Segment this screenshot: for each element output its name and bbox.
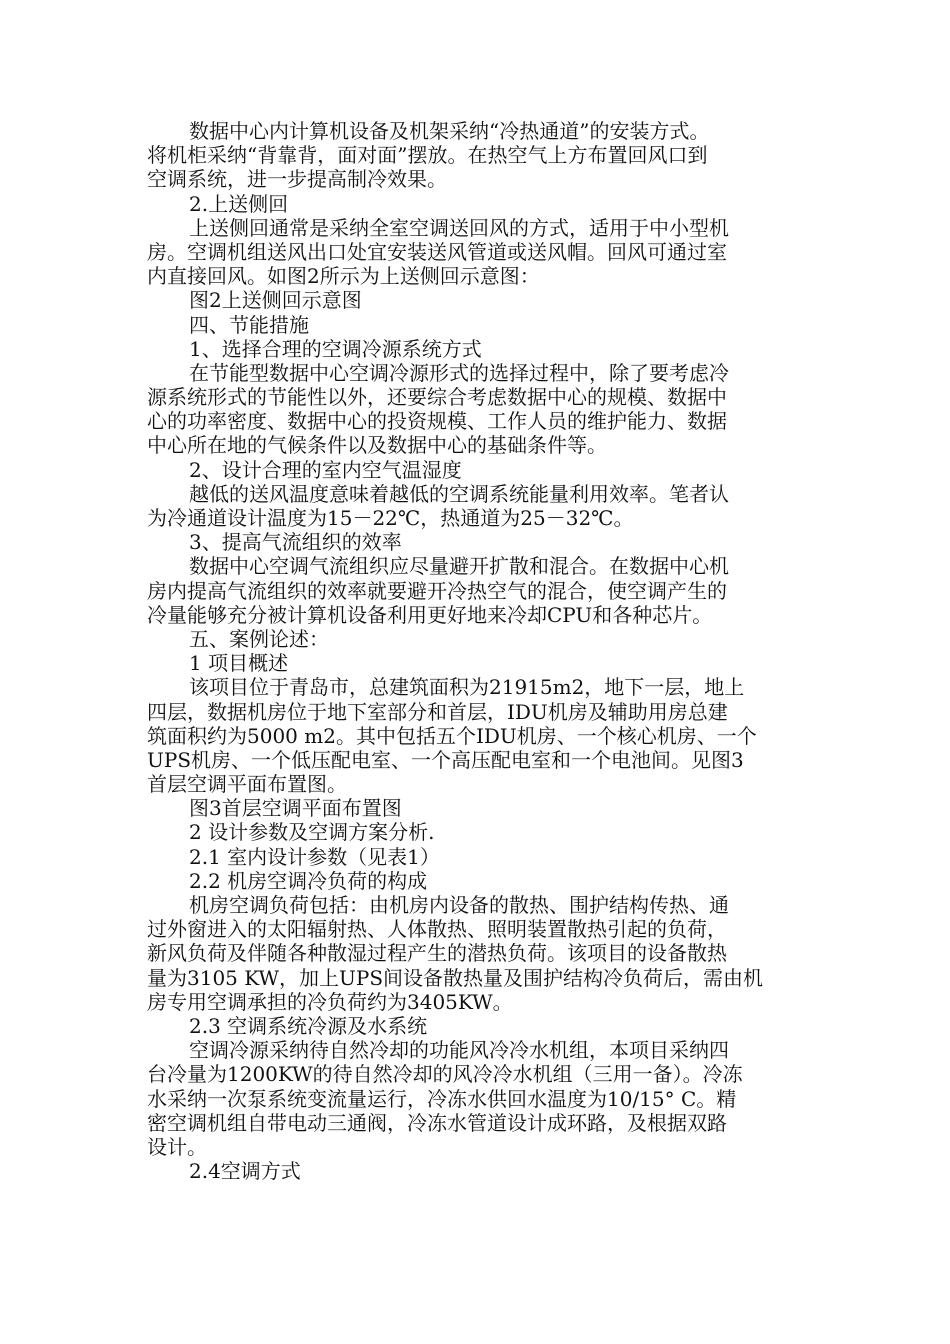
section-heading: 1 项目概述 bbox=[189, 651, 289, 676]
section-heading: 2 设计参数及空调方案分析. bbox=[189, 820, 435, 845]
paragraph-line: 冷量能够充分被计算机设备利用更好地来冷却CPU和各种芯片。 bbox=[147, 602, 713, 627]
paragraph-line: 密空调机组自带电动三通阀，冷冻水管道设计成环路，及根据双路 bbox=[147, 1110, 727, 1135]
document-body bbox=[147, 119, 803, 1183]
section-heading: 图3首层空调平面布置图 bbox=[189, 796, 402, 821]
section-heading: 1、选择合理的空调冷源系统方式 bbox=[189, 336, 482, 361]
section-heading: 2.2 机房空调冷负荷的构成 bbox=[189, 868, 428, 893]
paragraph-line: 台冷量为1200KW的待自然冷却的风冷冷水机组（三用一备）。冷冻 bbox=[147, 1062, 743, 1087]
paragraph-line: 源系统形式的节能性以外，还要综合考虑数据中心的规模、数据中 bbox=[147, 385, 727, 410]
paragraph-line: 中心所在地的气候条件以及数据中心的基础条件等。 bbox=[147, 433, 607, 458]
paragraph-line: 内直接回风。如图2所示为上送侧回示意图： bbox=[147, 264, 540, 289]
paragraph-line: 数据中心内计算机设备及机架采纳“冷热通道”的安装方式。 bbox=[189, 119, 710, 143]
paragraph-line: 心的功率密度、数据中心的投资规模、工作人员的维护能力、数据 bbox=[147, 409, 727, 434]
section-heading: 四、节能措施 bbox=[189, 312, 309, 337]
section-heading: 2、设计合理的室内空气温湿度 bbox=[189, 457, 462, 482]
section-heading: 2.3 空调系统冷源及水系统 bbox=[189, 1013, 428, 1038]
section-heading: 2.上送侧回 bbox=[189, 191, 289, 216]
paragraph-line: 过外窗进入的太阳辐射热、人体散热、照明装置散热引起的负荷， bbox=[147, 917, 727, 942]
paragraph-line: 数据中心空调气流组织应尽量避开扩散和混合。在数据中心机 bbox=[189, 554, 729, 579]
paragraph-line: 机房空调负荷包括：由机房内设备的散热、围护结构传热、通 bbox=[189, 893, 729, 917]
paragraph-line: UPS机房、一个低压配电室、一个高压配电室和一个电池间。见图3 bbox=[147, 747, 744, 772]
paragraph-line: 该项目位于青岛市，总建筑面积为21915m2，地下一层，地上 bbox=[189, 675, 745, 700]
paragraph-line: 量为3105 KW，加上UPS间设备散热量及围护结构冷负荷后，需由机 bbox=[147, 965, 764, 990]
paragraph-line: 设计。 bbox=[147, 1134, 207, 1159]
paragraph-line: 空调系统，进一步提高制冷效果。 bbox=[147, 167, 447, 192]
paragraph-line: 房。空调机组送风出口处宜安装送风管道或送风帽。回风可通过室 bbox=[147, 239, 727, 264]
section-heading: 2.1 室内设计参数（见表1） bbox=[189, 844, 440, 869]
paragraph-line: 在节能型数据中心空调冷源形式的选择过程中，除了要考虑冷 bbox=[189, 360, 729, 385]
section-heading: 2.4空调方式 bbox=[189, 1159, 301, 1184]
paragraph-line: 房内提高气流组织的效率就要避开冷热空气的混合，使空调产生的 bbox=[147, 578, 727, 603]
paragraph-line: 四层，数据机房位于地下室部分和首层，IDU机房及辅助用房总建 bbox=[147, 699, 728, 724]
paragraph-line: 水采纳一次泵系统变流量运行，冷冻水供回水温度为10/15° C。精 bbox=[147, 1086, 737, 1111]
paragraph-line: 越低的送风温度意味着越低的空调系统能量利用效率。笔者认 bbox=[189, 481, 729, 506]
paragraph-line: 房专用空调承担的冷负荷约为3405KW。 bbox=[147, 989, 513, 1014]
paragraph-line: 筑面积约为5000 m2。其中包括五个IDU机房、一个核心机房、一个 bbox=[147, 723, 757, 748]
paragraph-line: 上送侧回通常是采纳全室空调送回风的方式，适用于中小型机 bbox=[189, 215, 729, 240]
paragraph-line: 将机柜采纳“背靠背，面对面”摆放。在热空气上方布置回风口到 bbox=[147, 143, 708, 168]
paragraph-line: 为冷通道设计温度为15－22℃，热通道为25－32℃。 bbox=[147, 506, 634, 530]
paragraph-line: 首层空调平面布置图。 bbox=[147, 772, 347, 797]
section-heading: 3、提高气流组织的效率 bbox=[189, 530, 402, 555]
paragraph-line: 空调冷源采纳待自然冷却的功能风冷冷水机组，本项目采纳四 bbox=[189, 1038, 729, 1063]
section-heading: 图2上送侧回示意图 bbox=[189, 288, 362, 313]
section-heading: 五、案例论述： bbox=[189, 626, 329, 651]
paragraph-line: 新风负荷及伴随各种散湿过程产生的潜热负荷。该项目的设备散热 bbox=[147, 941, 727, 966]
